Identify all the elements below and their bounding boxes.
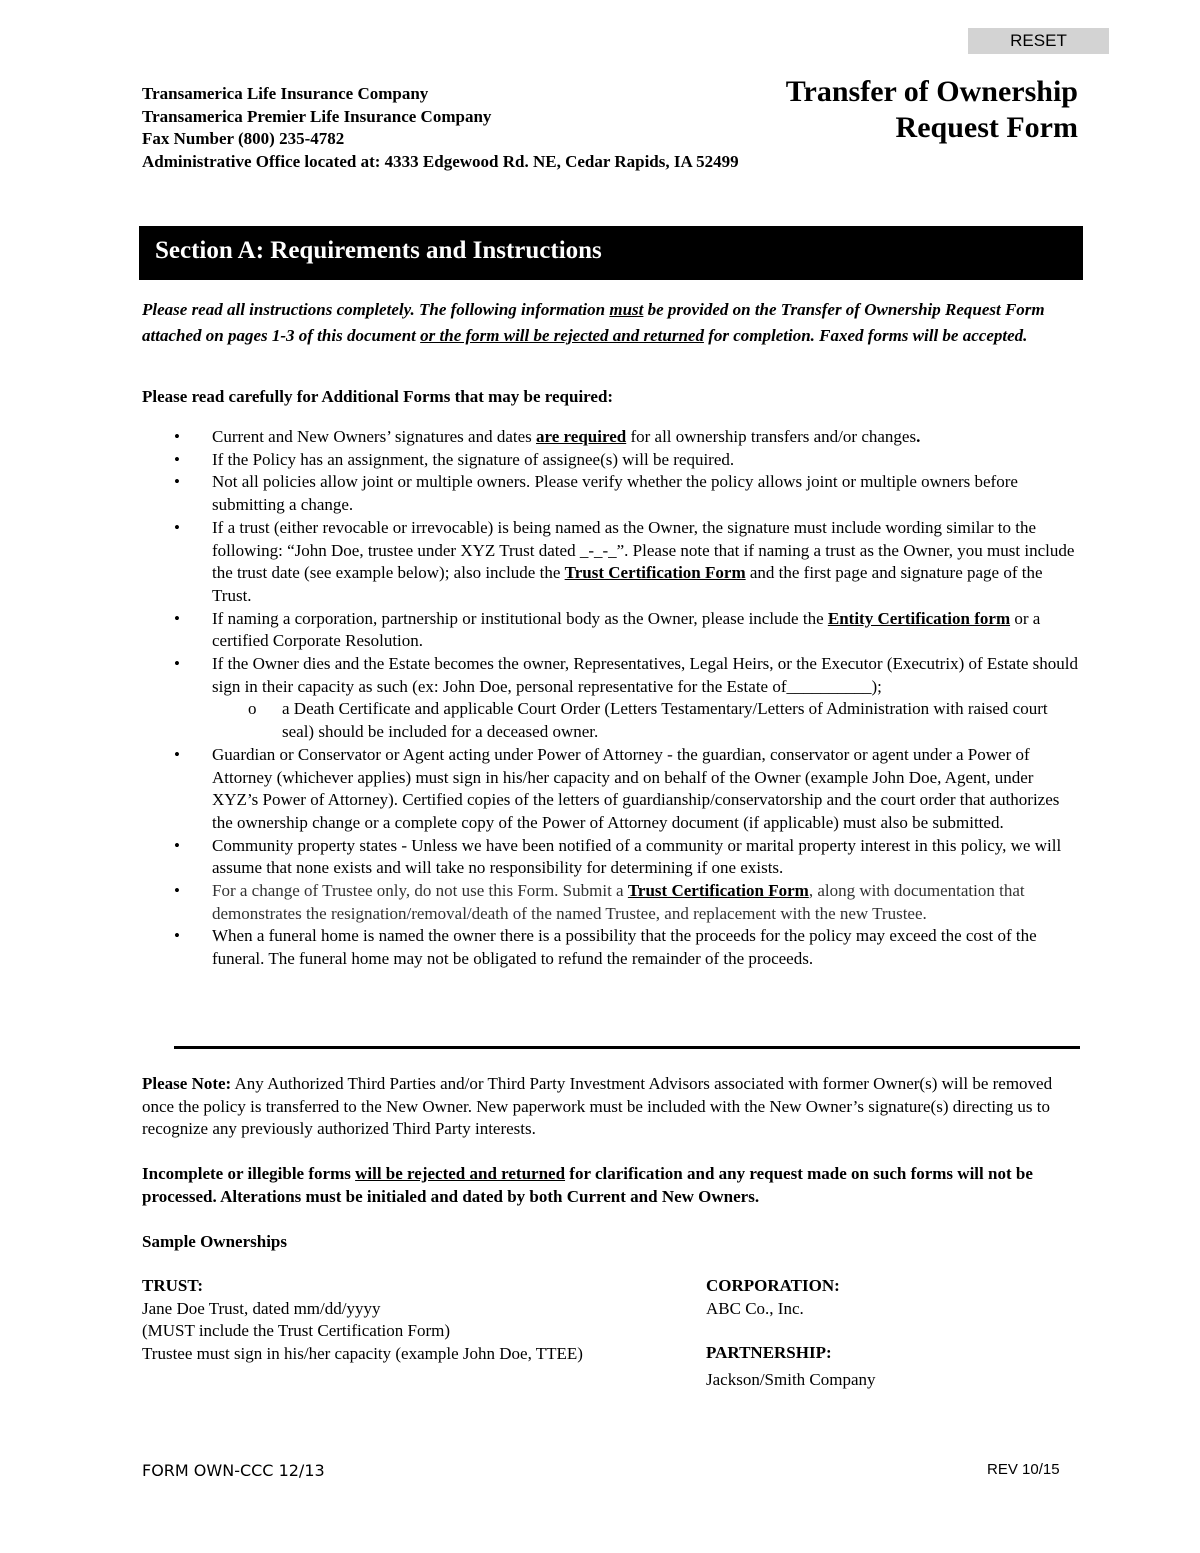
revision: REV 10/15 (987, 1461, 1060, 1478)
list-item (142, 471, 1082, 516)
intro-text-2: be provided on the Transfer of Ownership Request Form attached on pages 1-3 of this document (142, 300, 1045, 345)
list-item-emphasis: are required (536, 427, 627, 446)
partnership-value: Jackson/Smith Company (706, 1370, 876, 1390)
list-item-text: When a funeral home is named the owner there is a possibility that the proceeds for the policy may exceed the cost of the funeral. The funeral home may not be obligated to refund the remainder of the proceeds. (212, 926, 1037, 969)
warning-emphasis: will be rejected and returned (355, 1164, 566, 1183)
list-item (142, 449, 1082, 472)
list-item-text: If the Policy has an assignment, the signature of assignee(s) will be required. (212, 449, 735, 469)
trust-label: TRUST: (142, 1276, 204, 1295)
please-note-label: Please Note: (142, 1074, 232, 1093)
bullet-icon: • (174, 427, 180, 446)
bullet-icon: • (174, 654, 180, 674)
trust-certification-link[interactable]: Trust Certification Form (627, 881, 809, 901)
bullet-icon: • (174, 744, 180, 764)
sample-trust (142, 1275, 583, 1366)
sub-list-item (142, 698, 1082, 743)
incomplete-forms-warning (142, 1163, 1087, 1208)
intro-instructions (142, 297, 1087, 349)
intro-text-3: for completion. Faxed forms will be accepted. (703, 326, 1028, 345)
reset-button[interactable]: RESET (968, 28, 1109, 54)
list-item-text: If a trust (either revocable or irrevocable) is being named as the Owner, the signature must include wording similar to the following: “John Doe, trustee under XYZ Trust dated _-_-_”. Please note that if naming a trust as the Owner, you must include the trust date (see example below); also include the (212, 517, 1075, 583)
list-item (142, 426, 1082, 449)
list-item-text: Not all policies allow joint or multiple owners. Please verify whether the policy allows joint or multiple owners before submitting a change. (212, 472, 1018, 515)
form-title (786, 74, 1078, 146)
warning-text: for clarification and any request made on such forms will not be processed. Alterations must be initialed and dated by both Current and New Owners. (142, 1164, 1033, 1206)
entity-certification-link[interactable]: Entity Certification form (827, 608, 1011, 628)
bullet-icon: • (174, 926, 180, 946)
intro-text-1: Please read all instructions completely. The following information (142, 300, 610, 319)
list-item-text: and the first page and signature page of the Trust. (212, 563, 1043, 605)
company-name-1: Transamerica Life Insurance Company (142, 84, 429, 103)
list-item-text: , along with documentation that demonstrates the resignation/removal/death of the named Trustee, and replacement with the new Trustee. (212, 881, 1025, 923)
list-item (142, 880, 1082, 925)
list-item (142, 925, 1082, 970)
warning-text: Incomplete or illegible forms (142, 1164, 356, 1183)
list-item-text: a Death Certificate and applicable Court Order (Letters Testamentary/Letters of Administration with raised court seal) should be included for a deceased owner. (282, 699, 1048, 742)
section-a-header (139, 226, 1083, 280)
corporation-label: CORPORATION: (706, 1276, 840, 1295)
form-id: FORM OWN-CCC 12/13 (142, 1461, 325, 1480)
list-item (142, 653, 1082, 698)
bullet-icon: • (174, 881, 180, 901)
sample-corporation-partnership (706, 1275, 876, 1392)
list-item-text: If the Owner dies and the Estate becomes the owner, Representatives, Legal Heirs, or the Executor (Executrix) of Estate should sign in their capacity as such (ex: John Doe, personal representative for the Estate of__________); (212, 654, 1079, 696)
bullet-icon: • (174, 608, 180, 628)
partnership-label: PARTNERSHIP: (706, 1343, 832, 1363)
list-item-text: If naming a corporation, partnership or institutional body as the Owner, please include the (212, 608, 828, 628)
list-item (142, 744, 1082, 835)
list-item (142, 517, 1082, 608)
intro-must: must (609, 300, 644, 319)
bullet-icon: • (174, 472, 180, 492)
list-item-text: for all ownership transfers and/or changes (626, 427, 917, 446)
bullet-icon: • (174, 517, 180, 537)
please-note (142, 1073, 1087, 1141)
office-address: Administrative Office located at: 4333 Edgewood Rd. NE, Cedar Rapids, IA 52499 (142, 152, 739, 172)
sample-ownerships-title: Sample Ownerships (142, 1232, 287, 1251)
corporation-value: ABC Co., Inc. (706, 1298, 804, 1318)
intro-rejected: or the form will be rejected and returned (420, 326, 704, 345)
list-item-text: For a change of Trustee only, do not use this Form. Submit a (212, 881, 628, 901)
section-a-title: Section A: Requirements and Instructions (155, 237, 602, 264)
requirements-list (142, 426, 1082, 971)
trust-line: (MUST include the Trust Certification Form) (142, 1321, 451, 1341)
company-info (142, 83, 739, 174)
list-item-text: or a certified Corporate Resolution. (212, 608, 1041, 651)
list-item-text: . (916, 427, 921, 446)
form-title-line-1: Transfer of Ownership (785, 75, 1078, 108)
list-item (142, 835, 1082, 880)
bullet-icon: • (174, 835, 180, 855)
trust-certification-link[interactable]: Trust Certification Form (564, 563, 746, 583)
list-item-text: Guardian or Conservator or Agent acting under Power of Attorney - the guardian, conservator or agent under a Power of Attorney (whichever applies) must sign in his/her capacity and on behalf of the Owner (example John Doe, Agent, under XYZ’s Power of Attorney). Certified copies of the letters of guardianship/conservatorship and the court order that authorizes the ownership change or a complete copy of the Power of Attorney document (if applicable) must also be submitted. (212, 744, 1060, 832)
trust-line: Jane Doe Trust, dated mm/dd/yyyy (142, 1298, 381, 1318)
trust-line: Trustee must sign in his/her capacity (example John Doe, TTEE) (142, 1344, 583, 1364)
company-name-2: Transamerica Premier Life Insurance Company (142, 106, 492, 126)
list-item-text: Current and New Owners’ signatures and dates (212, 427, 537, 446)
please-note-text: Any Authorized Third Parties and/or Third Party Investment Advisors associated with former Owner(s) will be removed once the policy is transferred to the New Owner. New paperwork must be included with the New Owner’s signature(s) directing us to recognize any previously authorized Third Party interests. (142, 1074, 1053, 1139)
fax-number: Fax Number (800) 235-4782 (142, 129, 345, 149)
bullet-icon: • (174, 449, 180, 469)
list-item (142, 608, 1082, 653)
additional-forms-heading: Please read carefully for Additional Forms that may be required: (142, 387, 614, 406)
form-title-line-2: Request Form (895, 111, 1078, 144)
divider (174, 1046, 1080, 1049)
list-item-text: Community property states - Unless we have been notified of a community or marital property interest in this policy, we will assume that none exists and will take no responsibility for determining if one exists. (212, 835, 1062, 878)
sub-bullet-icon: o (248, 699, 257, 719)
